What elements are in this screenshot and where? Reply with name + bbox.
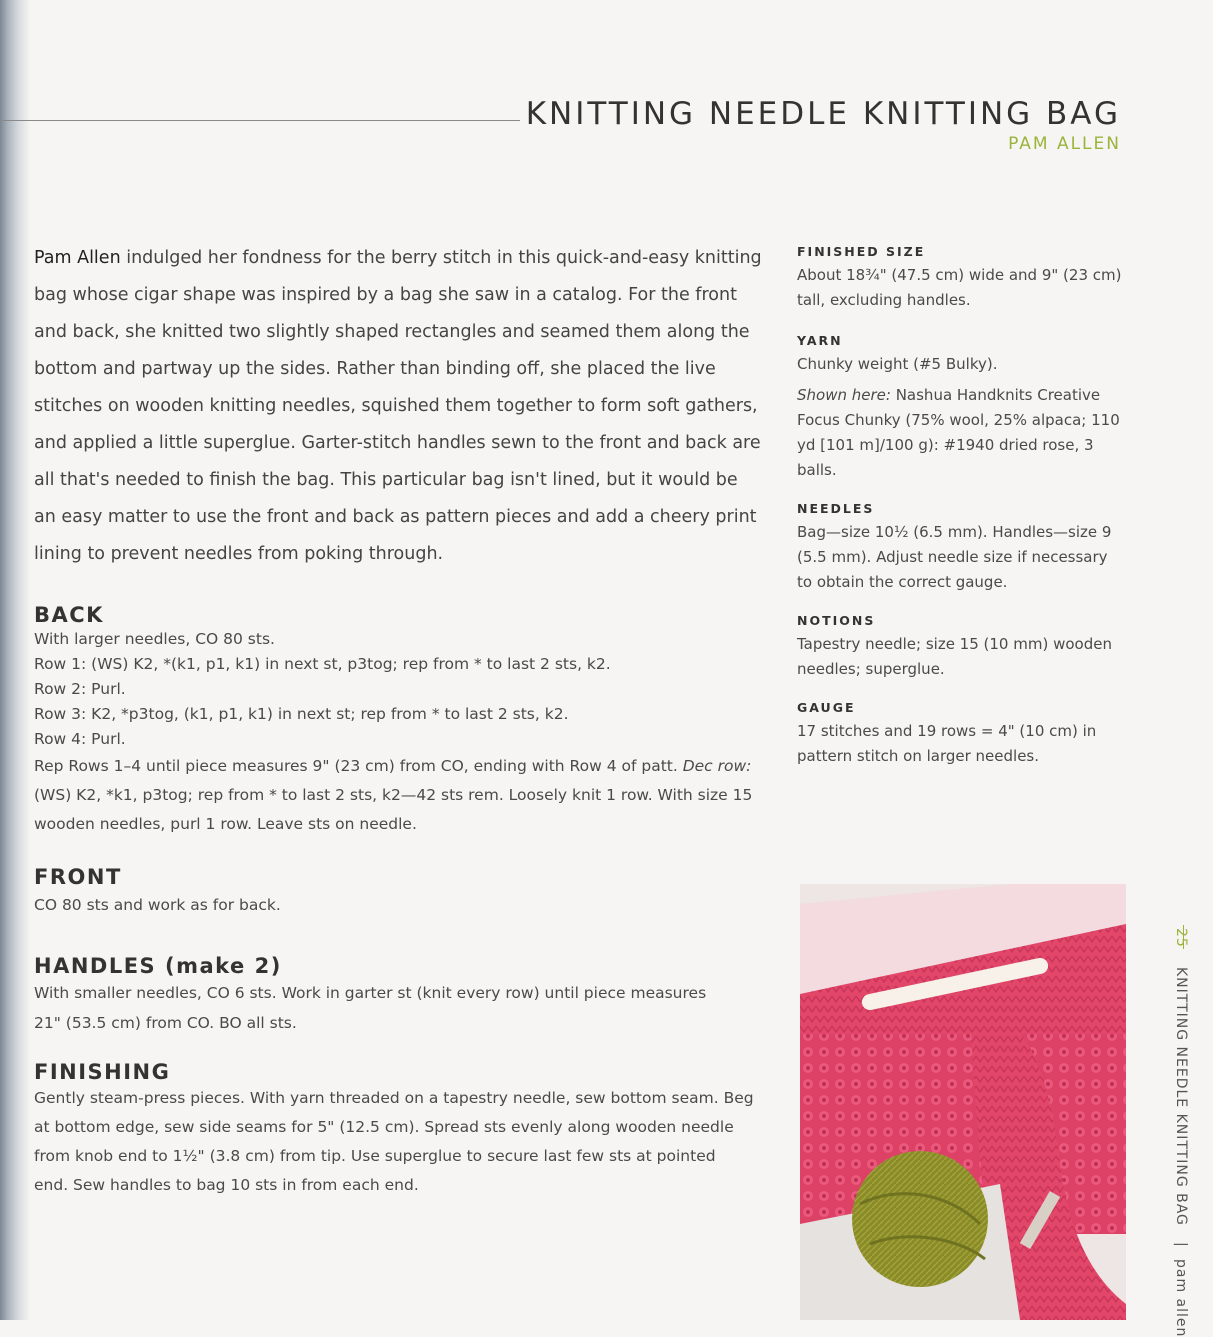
running-title: KNITTING NEEDLE KNITTING BAG: [1173, 967, 1189, 1227]
back-line: With larger needles, CO 80 sts.: [34, 630, 275, 648]
back-section: [34, 603, 764, 839]
row-label: Row 3:: [34, 705, 87, 723]
main-column: [34, 240, 764, 1200]
notions-block: [797, 613, 1127, 682]
book-binding-shadow: [0, 0, 30, 1320]
needles-text: Bag—size 10½ (6.5 mm). Handles—size 9 (5.5 mm). Adjust needle size if necessary to obtain the correct gauge.: [797, 523, 1112, 591]
title-rule: [0, 120, 520, 121]
yarn-block: [797, 333, 1127, 483]
intro-text: indulged her fondness for the berry stitch in this quick-and-easy knitting bag whose cigar shape was inspired by a bag she saw in a catalog. For the front and back, she knitted two slightly shaped rectangles and seamed them along the bottom and partway up the sides. Rather than binding off, she placed the live stitches on wooden knitting needles, squished them together to form soft gathers, and applied a little superglue. Garter-stitch handles sewn to the front and back are all that's needed to finish the bag. This particular bag isn't lined, but it would be an easy matter to use the front and back as pattern pieces and add a cheery print lining to prevent needles from poking through.: [34, 248, 762, 564]
knitted-bag-photo: [800, 884, 1126, 1320]
materials-sidebar: [797, 244, 1127, 769]
finishing-section: [34, 1060, 764, 1200]
finishing-text: Gently steam-press pieces. With yarn threaded on a tapestry needle, sew bottom seam. Beg at bottom edge, sew side seams for 5" (12.5 cm). Spread sts evenly along wooden needle from knob end to 1½" (3.8 cm) from tip. Use superglue to secure last few sts at pointed end. Sew handles to bag 10 sts in from each end.: [34, 1089, 754, 1194]
vertical-running-footer: [1173, 928, 1189, 1337]
gauge-text: 17 stitches and 19 rows = 4" (10 cm) in pattern stitch on larger needles.: [797, 722, 1097, 765]
gauge-heading: GAUGE: [797, 700, 856, 715]
back-row-2: [34, 677, 764, 702]
back-row-4: [34, 727, 764, 752]
shown-here-label: Shown here:: [797, 386, 891, 404]
back-repeat: [34, 752, 764, 839]
row-label: Row 4:: [34, 730, 87, 748]
back-row-3: [34, 702, 764, 727]
front-text: CO 80 sts and work as for back.: [34, 896, 281, 914]
finishing-heading: FINISHING: [34, 1060, 171, 1084]
handles-heading: HANDLES (make 2): [34, 954, 282, 978]
page-title: KNITTING NEEDLE KNITTING BAG: [525, 96, 1121, 132]
row-text: Purl.: [86, 680, 126, 698]
back-row-1: [34, 652, 764, 677]
front-section: [34, 865, 764, 918]
gauge-block: [797, 700, 1127, 769]
intro-lead: Pam Allen: [34, 248, 121, 268]
yarn-heading: YARN: [797, 333, 843, 348]
rep-text-pre: Rep Rows 1–4 until piece measures 9" (23 cm) from CO, ending with Row 4 of patt.: [34, 757, 683, 775]
row-label: Row 1:: [34, 655, 87, 673]
row-text: (WS) K2, *(k1, p1, k1) in next st, p3tog; rep from * to last 2 sts, k2.: [86, 655, 611, 673]
footer-separator: |: [1173, 1241, 1189, 1248]
running-author: pam allen: [1173, 1258, 1189, 1337]
yarn-shown: [797, 383, 1127, 483]
notions-heading: NOTIONS: [797, 613, 876, 628]
page-number: 25: [1173, 928, 1189, 948]
finished-size-block: [797, 244, 1127, 313]
finished-size-heading: FINISHED SIZE: [797, 244, 926, 259]
intro-paragraph: [34, 240, 764, 573]
notions-text: Tapestry needle; size 15 (10 mm) wooden needles; superglue.: [797, 635, 1112, 678]
yarn-detail: Nashua Handknits Creative Focus Chunky (75% wool, 25% alpaca; 110 yd [101 m]/100 g): #1940 dried rose, 3 balls.: [797, 386, 1120, 479]
needles-block: [797, 501, 1127, 595]
handles-text: With smaller needles, CO 6 sts. Work in garter st (knit every row) until piece measures 21" (53.5 cm) from CO. BO all sts.: [34, 984, 707, 1032]
dec-row-label: Dec row:: [682, 757, 752, 775]
row-text: K2, *p3tog, (k1, p1, k1) in next st; rep from * to last 2 sts, k2.: [86, 705, 569, 723]
back-heading: BACK: [34, 603, 104, 627]
needles-heading: NEEDLES: [797, 501, 875, 516]
row-label: Row 2:: [34, 680, 87, 698]
finished-size-text: About 18¾" (47.5 cm) wide and 9" (23 cm) tall, excluding handles.: [797, 266, 1122, 309]
row-text: Purl.: [86, 730, 126, 748]
knitted-bag-illustration: [800, 884, 1126, 1320]
handles-section: [34, 954, 764, 1038]
page-author: PAM ALLEN: [1008, 134, 1121, 154]
front-heading: FRONT: [34, 865, 122, 889]
yarn-weight: Chunky weight (#5 Bulky).: [797, 355, 998, 373]
rep-text-post: (WS) K2, *k1, p3tog; rep from * to last 2 sts, k2—42 sts rem. Loosely knit 1 row. With size 15 wooden needles, purl 1 row. Leave sts on needle.: [34, 786, 753, 833]
